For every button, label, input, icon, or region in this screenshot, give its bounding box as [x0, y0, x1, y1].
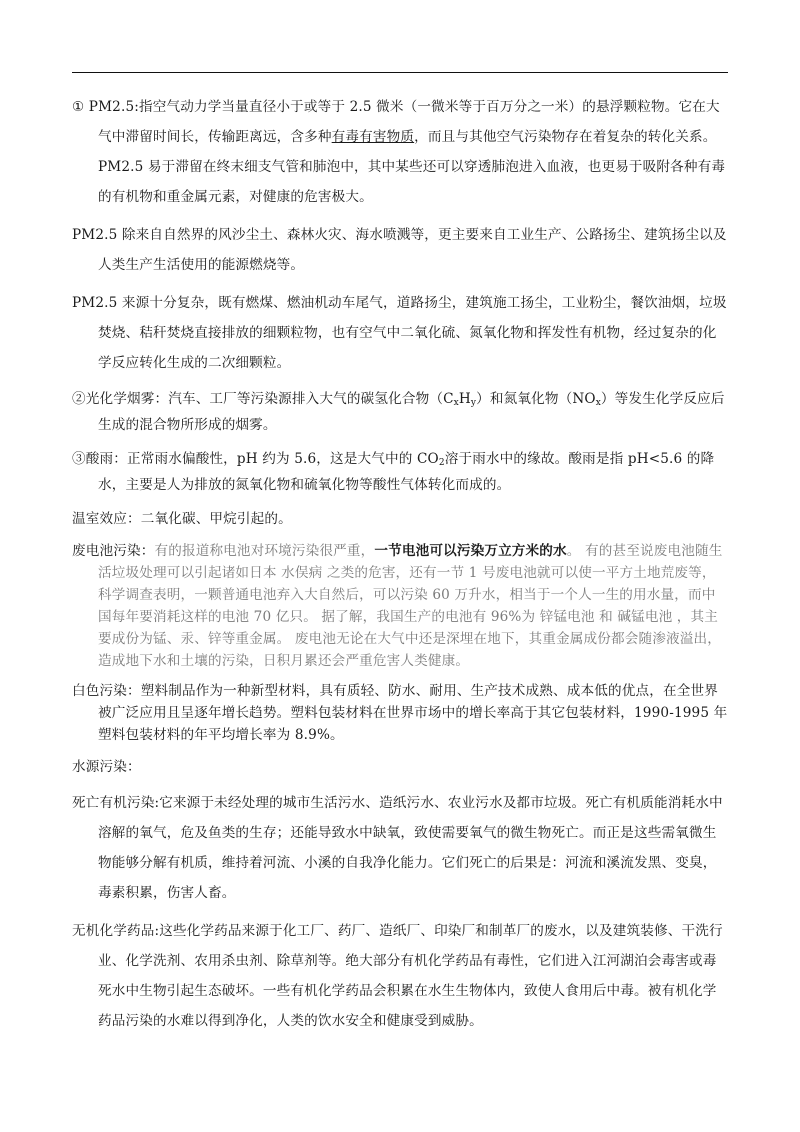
subscript: x — [453, 398, 459, 408]
paragraph-photochemical-smog — [72, 386, 728, 438]
text-run: H — [458, 391, 471, 407]
paragraph-battery-pollution — [72, 540, 728, 672]
subscript: y — [470, 398, 477, 408]
paragraph-water-pollution-heading: 水源污染： — [72, 759, 141, 775]
text-run: 。 有的甚至说废电池随生活垃圾处理可以引起诸如日本 水俣病 之类的危害，还有一节 1 号废电池就可以使一平方土地荒废等，科学调查表明，一颗普通电池弃入大自然后，可以污染 60 万升水，相当于一个人一生的用水量，而中国每年要消耗这样的电池 70 亿只。 据了解，我国生产的电池有 96%为 锌锰电池 和 碱锰电池 ，其主要成份为锰、汞、锌等重金属。 废电池无论在大气中还是深埋在地下，其重金属成份都会随渗液溢出，造成地下水和土壤的污染，日积月累还会严重危害人类健康。 — [98, 543, 723, 669]
paragraph-pm25-complex-sources: PM2.5 来源十分复杂，既有燃煤、燃油机动车尾气，道路扬尘，建筑施工扬尘，工业粉尘，餐饮油烟，垃圾焚烧、秸秆焚烧直接排放的细颗粒物，也有空气中二氧化硫、氮氧化物和挥发性有机物，经过复杂的化学反应转化生成的二次细颗粒。 — [72, 295, 727, 371]
header-rule — [72, 72, 728, 73]
paragraph-pm25-definition — [72, 92, 728, 212]
document-body — [72, 92, 728, 1044]
section-label: 废电池污染： — [72, 543, 155, 559]
paragraph-inorganic-chemicals: 无机化学药品:这些化学药品来源于化工厂、药厂、造纸厂、印染厂和制革厂的废水，以及建筑装修、干洗行业、化学洗剂、农用杀虫剂、除草剂等。绝大部分有机化学药品有毒性，它们进入江河湖泊会毒害或毒死水中生物引起生态破坏。一些有机化学药品会积累在水生生物体内，致使人食用后中毒。被有机化学药品污染的水难以得到净化，人类的饮水安全和健康受到威胁。 — [72, 923, 723, 1029]
emphasized-text: 一节电池可以污染万立方米的水 — [374, 543, 567, 559]
text-run: 有的报道称电池对环境污染很严重， — [154, 543, 375, 559]
text-run: ）和氮氧化物（NO — [476, 391, 596, 407]
paragraph-dead-organic-pollution: 死亡有机污染:它来源于未经处理的城市生活污水、造纸污水、农业污水及都市垃圾。死亡有机质能消耗水中溶解的氧气，危及鱼类的生存；还能导致水中缺氧，致使需要氧气的微生物死亡。而正是这些需氧微生物能够分解有机质，维持着河流、小溪的自我净化能力。它们死亡的后果是：河流和溪流发黑、变臭，毒素积累，伤害人畜。 — [72, 795, 723, 901]
paragraph-pm25-sources: PM2.5 除来自自然界的风沙尘土、森林火灾、海水喷溅等，更主要来自工业生产、公路扬尘、建筑扬尘以及人类生产生活使用的能源燃烧等。 — [72, 227, 727, 273]
paragraph-acid-rain — [72, 446, 728, 498]
subscript: 2 — [438, 458, 445, 468]
text-run: ②光化学烟雾：汽车、工厂等污染源排入大气的碳氢化合物（C — [72, 391, 454, 407]
underlined-term: 有毒有害物质 — [331, 129, 415, 145]
paragraph-greenhouse-effect: 温室效应：二氧化碳、甲烷引起的。 — [72, 511, 292, 527]
text-run: ③酸雨：正常雨水偏酸性，pH 约为 5.6，这是大气中的 CO — [72, 451, 439, 467]
text-run: 溶于雨水中的缘故。酸雨是指 pH<5.6 的降水，主要是人为排放的氮氧化物和硫氧化物等酸性气体转化而成的。 — [98, 451, 715, 493]
paragraph-white-pollution: 白色污染：塑料制品作为一种新型材料，具有质轻、防水、耐用、生产技术成熟、成本低的优点，在全世界被广泛应用且呈逐年增长趋势。塑料包装材料在世界市场中的增长率高于其它包装材料，1990-1995 年塑料包装材料的年平均增长率为 8.9%。 — [72, 683, 728, 743]
subscript: x — [595, 398, 601, 408]
text-run: ，而且与其他空气污染物存在着复杂的转化关系。PM2.5 易于滞留在终末细支气管和肺泡中，其中某些还可以穿透肺泡进入血液，也更易于吸附各种有毒的有机物和重金属元素，对健康的危害极大。 — [98, 129, 726, 205]
text-run: ）等发生化学反应后生成的混合物所形成的烟雾。 — [98, 391, 725, 433]
text-run: ① PM2.5:指空气动力学当量直径小于或等于 2.5 微米（一微米等于百万分之一米）的悬浮颗粒物。它在大气中滞留时间长，传输距离远，含多种 — [72, 99, 720, 145]
